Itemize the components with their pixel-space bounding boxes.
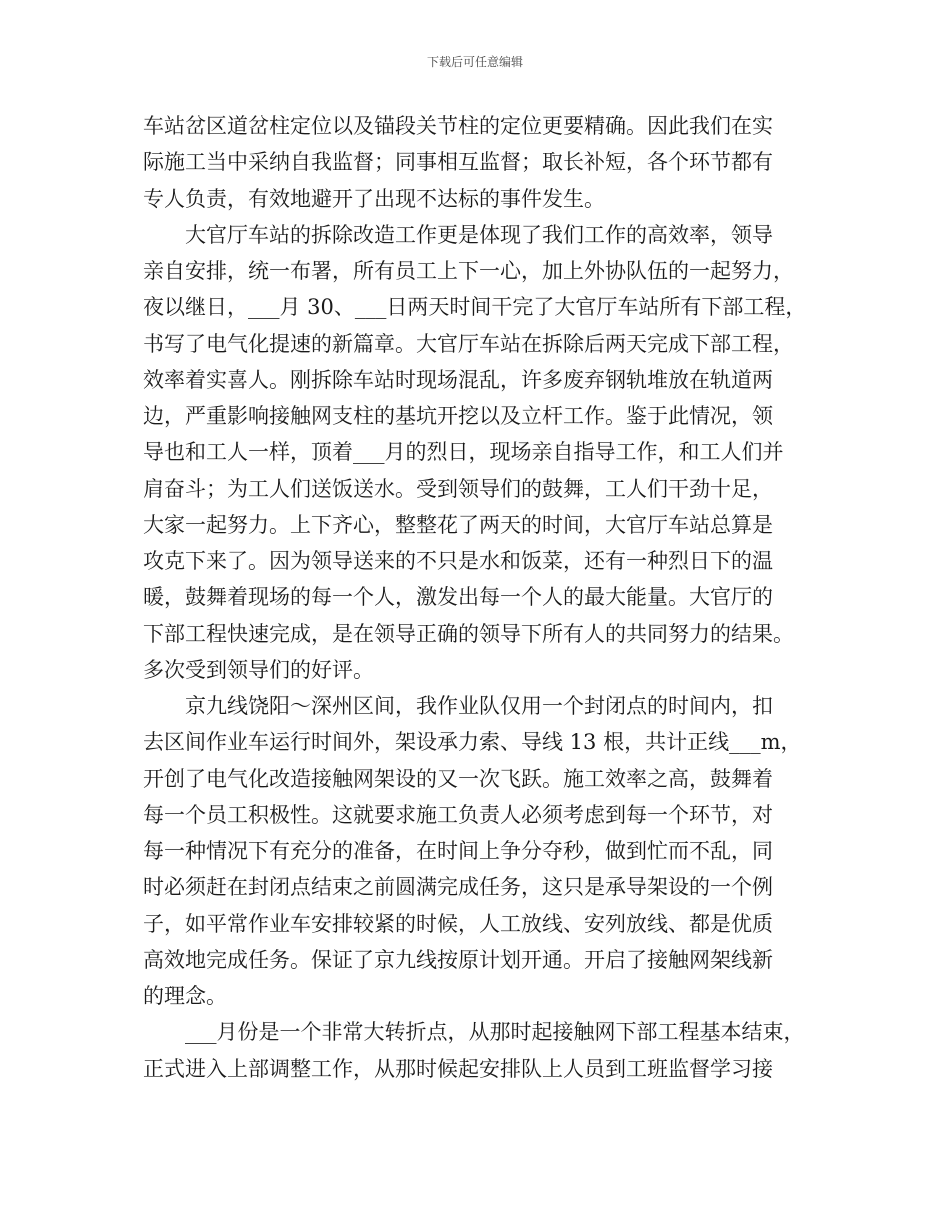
text-line: 大家一起努力。上下齐心，整整花了两天的时间，大官厅车站总算是 <box>143 512 773 537</box>
text-line: 时必须赶在封闭点结束之前圆满完成任务，这只是承导架设的一个例 <box>143 875 773 900</box>
text-line: 每一个员工积极性。这就要求施工负责人必须考虑到每一个环节，对 <box>143 802 773 827</box>
text-line: 开创了电气化改造接触网架设的又一次飞跃。施工效率之高，鼓舞着 <box>143 766 773 791</box>
text-line: 多次受到领导们的好评。 <box>143 657 374 682</box>
text-line: 京九线饶阳～深州区间，我作业队仅用一个封闭点的时间内，扣 <box>185 694 773 718</box>
text-line: 亲自安排，统一布署，所有员工上下一心，加上外协队伍的一起努力， <box>143 259 794 283</box>
text-line: 大官厅车站的拆除改造工作更是体现了我们工作的高效率，领导 <box>185 222 773 247</box>
text-line: 肩奋斗；为工人们送饭送水。受到领导们的鼓舞，工人们干劲十足， <box>143 476 773 501</box>
text-line: 攻克下来了。因为领导送来的不只是水和饭菜，还有一种烈日下的温 <box>143 549 773 573</box>
text-line: 暖，鼓舞着现场的每一个人，激发出每一个人的最大能量。大官厅的 <box>143 585 773 610</box>
text-line: 的理念。 <box>143 984 227 1008</box>
text-line: 车站岔区道岔柱定位以及锚段关节柱的定位更要精确。因此我们在实 <box>143 114 773 138</box>
text-line: 边，严重影响接触网支柱的基坑开挖以及立杆工作。鉴于此情况，领 <box>143 404 773 428</box>
document-body <box>143 108 823 1087</box>
text-line: 每一种情况下有充分的准备，在时间上争分夺秒，做到忙而不乱，同 <box>143 839 773 863</box>
text-line: 导也和工人一样，顶着___月的烈日，现场亲自指导工作，和工人们并 <box>143 440 784 465</box>
text-line: 去区间作业车运行时间外，架设承力索、导线 13 根，共计正线___m， <box>143 730 802 755</box>
text-line: 下部工程快速完成，是在领导正确的领导下所有人的共同努力的结果。 <box>143 621 794 646</box>
text-line: 书写了电气化提速的新篇章。大官厅车站在拆除后两天完成下部工程， <box>143 331 794 356</box>
text-line: 际施工当中采纳自我监督；同事相互监督；取长补短，各个环节都有 <box>143 150 773 175</box>
text-line: 夜以继日，___月 30、___日两天时间干完了大官厅车站所有下部工程， <box>143 295 807 320</box>
text-line: 效率着实喜人。刚拆除车站时现场混乱，许多废弃钢轨堆放在轨道两 <box>143 367 773 392</box>
text-line: 专人负责，有效地避开了出现不达标的事件发生。 <box>143 186 605 211</box>
text-line: ___月份是一个非常大转折点，从那时起接触网下部工程基本结束， <box>185 1020 805 1045</box>
text-line: 子，如平常作业车安排较紧的时候，人工放线、安列放线、都是优质 <box>143 911 773 936</box>
text-line: 正式进入上部调整工作，从那时候起安排队上人员到工班监督学习接 <box>143 1056 773 1081</box>
text-line: 高效地完成任务。保证了京九线按原计划开通。开启了接触网架线新 <box>143 947 773 972</box>
page-header-note: 下载后可任意编辑 <box>426 55 523 69</box>
